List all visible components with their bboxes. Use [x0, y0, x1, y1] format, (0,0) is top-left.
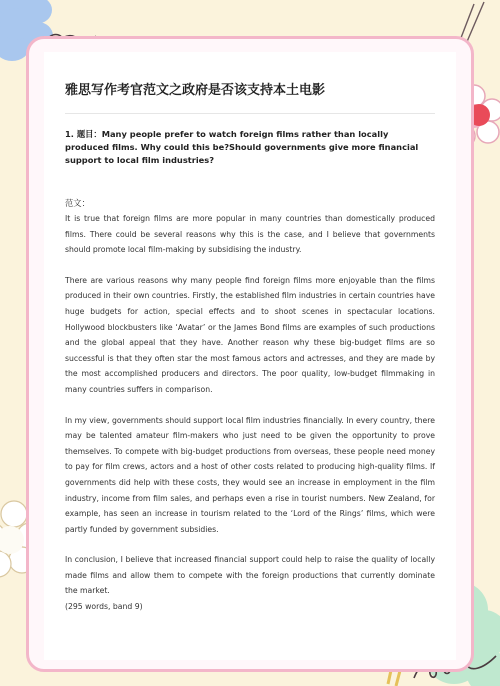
essay-question: 1. 题目：Many people prefer to watch foreign films rather than locally produced films. Why could this be?Should governments give more financial support to local film industries? [65, 129, 419, 165]
title-divider [65, 113, 435, 114]
essay-paragraph-reasons: There are various reasons why many people find foreign films more enjoyable than the films produced in their own countries. Firstly, the established film industries in certain countries have huge budgets for action, special effects and to shoot scenes in spectacular locations. Hollywood blockbusters like ‘Avatar’ or the James Bond films are examples of such productions and the global appeal that they have. Another reason why these big-budget films are so successful is that they often star the most famous actors and actresses, and they are made by the most accomplished producers and directors. The poor quality, low-budget filmmaking in many countries suffers in comparison. [65, 275, 435, 394]
essay-paragraph-conclusion: In conclusion, I believe that increased financial support could help to raise the quality of locally made films and allow them to compete with the foreign productions that currently dominate the market. [65, 555, 435, 596]
essay-paragraph-view: In my view, governments should support local film industries financially. In every country, there may be talented amateur film-makers who just need to be given the opportunity to prove themselves. To compete with big-budget productions from overseas, these people need money to pay for film crews, actors and a host of other costs related to producing high-quality films. If governments did help with these costs, they would see an increase in employment in the film industry, income from film sales, and perhaps even a rise in tourist numbers. New Zealand, for example, has seen an increase in tourism related to the ‘Lord of the Rings’ films, which were partly funded by government subsidies. [65, 415, 435, 534]
page-title: 雅思写作考官范文之政府是否该支持本土电影 [65, 83, 326, 98]
document-page [44, 52, 456, 660]
essay-label: 范文： [65, 198, 90, 208]
word-count: (295 words, band 9) [65, 602, 143, 612]
essay-paragraph-intro: It is true that foreign films are more popular in many countries than domestically produced films. There could be several reasons why this is the case, and I believe that governments should promote local film-making by subsidising the industry. [65, 214, 435, 255]
